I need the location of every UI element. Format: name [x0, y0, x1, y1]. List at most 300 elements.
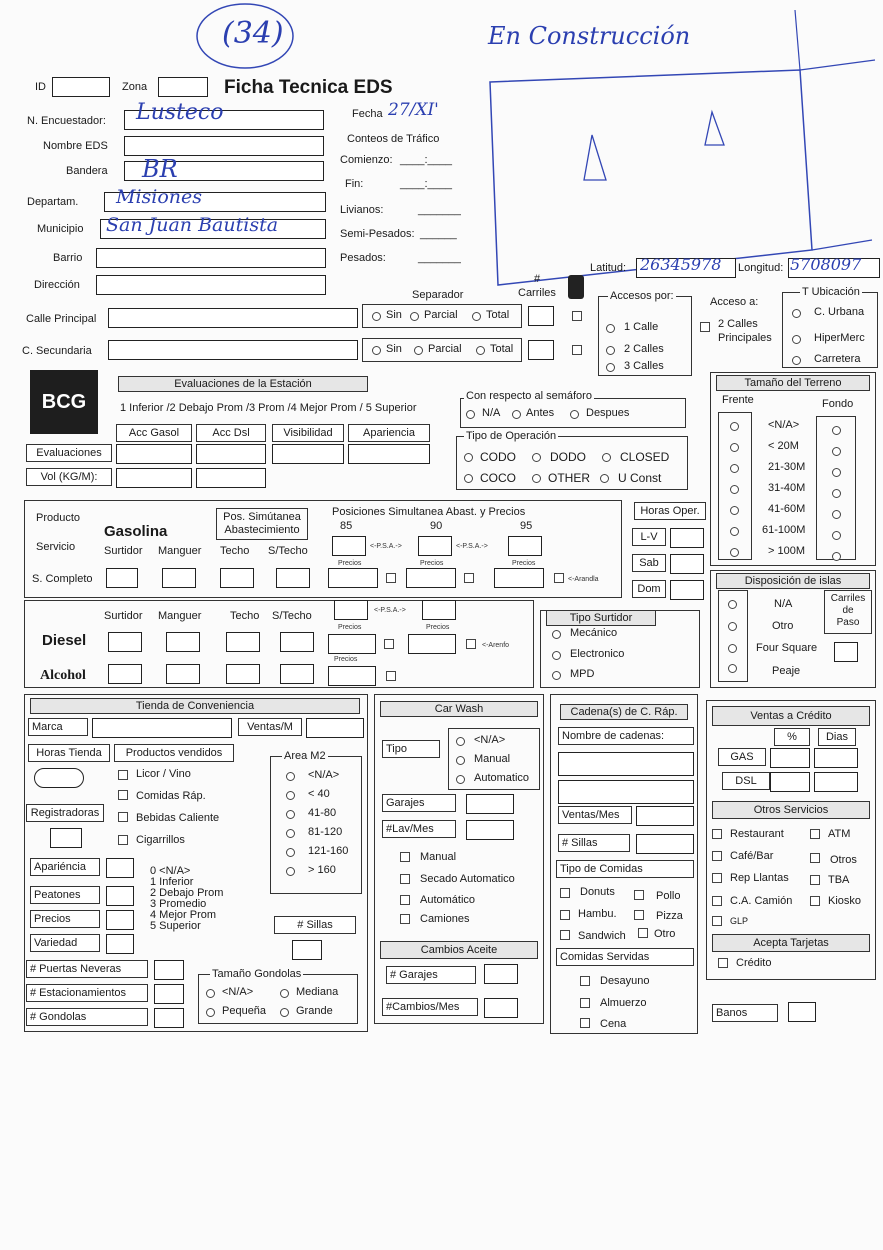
alcohol-label: Alcohol [40, 668, 86, 683]
sep2-sin-label: Sin [386, 343, 402, 355]
sep2-sin-radio[interactable] [372, 346, 381, 355]
cw-auto-check[interactable] [400, 895, 410, 905]
sep2-total-radio[interactable] [476, 346, 485, 355]
islas-four-radio[interactable] [728, 644, 737, 653]
semaforo-despues-label: Despues [586, 407, 630, 419]
carwash-garajes-field[interactable] [466, 794, 514, 814]
carwash-tipo-label: Tipo [382, 740, 440, 758]
terreno-frente-radio[interactable] [730, 443, 739, 452]
licor-label: Licor / Vino [136, 768, 191, 780]
tipo-op-title: Tipo de Operación [466, 430, 557, 442]
surtidor-electronico-label: Electronico [570, 648, 625, 660]
horas-tienda-field[interactable] [34, 768, 84, 788]
cw-camiones-label: Camiones [420, 913, 470, 925]
precios-label: Precios [30, 910, 100, 928]
gas-85-check[interactable] [386, 573, 396, 583]
area-radio[interactable] [286, 829, 295, 838]
sandwich-check[interactable] [560, 930, 570, 940]
kiosko-check[interactable] [810, 896, 820, 906]
dsl-psa-field-2[interactable] [422, 600, 456, 620]
desayuno-check[interactable] [580, 976, 590, 986]
dsl-check-2[interactable] [466, 639, 476, 649]
surtidor-electronico-radio[interactable] [552, 651, 561, 660]
zona-field[interactable] [158, 77, 208, 97]
comidas-check[interactable] [118, 790, 128, 800]
semipesados-blank[interactable]: ______ [420, 228, 457, 240]
tipo-dodo-radio[interactable] [532, 453, 541, 462]
gondolas-size-title: Tamaño Gondolas [212, 968, 302, 980]
accesos-2-label: 2 Calles [624, 343, 664, 355]
handwritten-status: En Construcción [488, 22, 691, 50]
fin-blank[interactable]: ____:____ [400, 178, 452, 190]
islas-peaje-radio[interactable] [728, 664, 737, 673]
cadenas-title: Cadena(s) de C. Ráp. [560, 704, 688, 720]
dsl-precio-field-1[interactable] [328, 634, 376, 654]
carriles-label: Carriles [518, 287, 556, 299]
sep1-sin-label: Sin [386, 309, 402, 321]
cadenas-nombre-field-1[interactable] [558, 752, 694, 776]
cambios-aceite-title: Cambios Aceite [380, 941, 538, 959]
rating-scale-item: 2 Debajo Prom [150, 887, 224, 899]
terreno-frente-radio[interactable] [730, 422, 739, 431]
terreno-frente-radio[interactable] [730, 485, 739, 494]
gondolas-grande-radio[interactable] [280, 1008, 289, 1017]
acceso-principales-label: Principales [718, 332, 772, 344]
area-option-label: < 40 [308, 788, 330, 800]
terreno-fondo-label: Fondo [822, 398, 854, 410]
banos-label: Banos [712, 1004, 778, 1022]
otros-check[interactable] [810, 853, 820, 863]
area-option-label: > 160 [308, 864, 336, 876]
semaforo-na-label: N/A [482, 407, 501, 419]
terreno-option-label: > 100M [768, 545, 805, 557]
c-secundaria-field[interactable] [108, 340, 358, 360]
variedad-field[interactable] [106, 934, 134, 954]
gas-90-field[interactable] [418, 536, 452, 556]
sep2-total-label: Total [490, 343, 514, 355]
credito-gas-dias[interactable] [814, 748, 858, 768]
gas-90-check[interactable] [464, 573, 474, 583]
terreno-option-label: 41-60M [768, 503, 806, 515]
semaforo-despues-radio[interactable] [570, 410, 579, 419]
gas-stecho-label: S/Techo [268, 545, 308, 557]
alc-surtidor-field[interactable] [108, 664, 142, 684]
tipo-closed-radio[interactable] [602, 453, 611, 462]
rating-scale-item: 4 Mejor Prom [150, 909, 217, 921]
islas-de-label: de [842, 605, 854, 616]
credito-dsl-pct[interactable] [770, 772, 810, 792]
puertas-label: # Puertas Neveras [26, 960, 148, 978]
dsl-stecho-field[interactable] [280, 632, 314, 652]
restaurant-label: Restaurant [730, 828, 784, 840]
dsl-manguer-field[interactable] [166, 632, 200, 652]
terreno-frente-radio[interactable] [730, 464, 739, 473]
accesos-1-radio[interactable] [606, 324, 615, 333]
acc-gasol-header: Acc Gasol [116, 424, 192, 442]
gondolas-pequena-radio[interactable] [206, 1008, 215, 1017]
dsl-check-1[interactable] [384, 639, 394, 649]
fin-label: Fin: [345, 178, 364, 190]
acceso-2-calles-label: 2 Calles [718, 318, 758, 330]
area-radio[interactable] [286, 791, 295, 800]
horas-dom-field[interactable] [670, 580, 704, 600]
estacionamientos-field[interactable] [154, 984, 184, 1004]
carriles2-field[interactable] [528, 340, 554, 360]
encuestador-label: N. Encuestador: [27, 115, 106, 127]
islas-na-radio[interactable] [728, 600, 737, 609]
dsl-psa-field-1[interactable] [334, 600, 368, 620]
dsl-precios-2: Precios [426, 624, 450, 631]
producto-label: Producto [36, 512, 81, 524]
gas-95-check[interactable] [554, 573, 564, 583]
gas-precio-95-field[interactable] [494, 568, 544, 588]
sep2-parcial-label: Parcial [428, 343, 462, 355]
departam-label: Departam. [27, 196, 79, 208]
almuerzo-check[interactable] [580, 998, 590, 1008]
dsl-precio-field-2[interactable] [408, 634, 456, 654]
dsl-surtidor-label: Surtidor [104, 610, 143, 622]
carwash-auto-radio[interactable] [456, 775, 465, 784]
fecha-value: 27/XI' [388, 100, 439, 120]
arenfo-label: <-Arenfo [482, 642, 510, 649]
dsl-techo-field[interactable] [226, 632, 260, 652]
area-radio[interactable] [286, 867, 295, 876]
carriles2-check[interactable] [572, 345, 582, 355]
longitud-label: Longitud: [738, 262, 784, 274]
donuts-check[interactable] [560, 888, 570, 898]
tba-label: TBA [828, 874, 850, 886]
gas-95-field[interactable] [508, 536, 542, 556]
tipo-uconst-radio[interactable] [600, 474, 609, 483]
hambu-label: Hambu. [578, 908, 617, 920]
marca-field[interactable] [92, 718, 232, 738]
cigarrillos-check[interactable] [118, 835, 128, 845]
licor-check[interactable] [118, 770, 128, 780]
comienzo-label: Comienzo: [340, 154, 393, 166]
islas-carriles-field[interactable] [834, 642, 858, 662]
area-title: Area M2 [284, 750, 326, 762]
vol-field-1[interactable] [116, 468, 192, 488]
atm-check[interactable] [810, 829, 820, 839]
otros-label: Otros [830, 854, 857, 866]
precios-field[interactable] [106, 910, 134, 930]
credito-check[interactable] [718, 958, 728, 968]
ventas-m-label: Ventas/M [238, 718, 302, 736]
islas-paso-label: Paso [836, 617, 860, 628]
sandwich-label: Sandwich [578, 930, 626, 942]
islas-carriles-label: Carriles [830, 593, 866, 604]
cadenas-nombre-field-2[interactable] [558, 780, 694, 804]
rating-scale-item: 5 Superior [150, 920, 201, 932]
area-option-label: 81-120 [308, 826, 343, 838]
restaurant-check[interactable] [712, 829, 722, 839]
horas-dom-label: Dom [632, 580, 666, 598]
sep1-parcial-radio[interactable] [410, 312, 419, 321]
ubicacion-urbana-label: C. Urbana [814, 306, 865, 318]
carwash-title: Car Wash [380, 701, 538, 717]
islas-title: Disposición de islas [716, 573, 870, 589]
acceso-2-calles-check[interactable] [700, 322, 710, 332]
municipio-value: San Juan Bautista [106, 214, 279, 236]
terreno-option-label: < 20M [768, 440, 799, 452]
terreno-fondo-radio[interactable] [832, 510, 841, 519]
dsl-surtidor-field[interactable] [108, 632, 142, 652]
nombre-eds-field[interactable] [124, 136, 324, 156]
horas-lv-label: L-V [632, 528, 666, 546]
tienda-sillas-label: # Sillas [274, 916, 356, 934]
banos-field[interactable] [788, 1002, 816, 1022]
horas-oper-title: Horas Oper. [634, 502, 706, 520]
bandera-value: BR [142, 155, 178, 183]
sep1-total-radio[interactable] [472, 312, 481, 321]
tienda-sillas-field[interactable] [292, 940, 322, 960]
peatones-field[interactable] [106, 886, 134, 906]
semaforo-title: Con respecto al semáforo [466, 390, 592, 402]
gas-techo-field[interactable] [220, 568, 254, 588]
psa-1: <-P.S.A.-> [370, 543, 402, 550]
tipo-uconst-label: U Const [618, 471, 662, 485]
apariencia-tienda-field[interactable] [106, 858, 134, 878]
tipo-other-label: OTHER [548, 471, 590, 485]
cadenas-sillas-field[interactable] [636, 834, 694, 854]
accesos-3-radio[interactable] [606, 363, 615, 372]
gondolas-na-radio[interactable] [206, 989, 215, 998]
pollo-check[interactable] [634, 890, 644, 900]
cafe-label: Café/Bar [730, 850, 774, 862]
acc-gasol-field[interactable] [116, 444, 192, 464]
cadenas-ventas-field[interactable] [636, 806, 694, 826]
precios-1: Precios [338, 560, 362, 567]
terreno-frente-label: Frente [722, 394, 754, 406]
gondolas-pequena-label: Pequeña [222, 1005, 267, 1017]
visibilidad-field[interactable] [272, 444, 344, 464]
variedad-label: Variedad [30, 934, 100, 952]
registradoras-field[interactable] [50, 828, 82, 848]
vol-field-2[interactable] [196, 468, 266, 488]
pos-sim-box [216, 508, 308, 540]
atm-label: ATM [828, 828, 851, 840]
sep1-sin-radio[interactable] [372, 312, 381, 321]
alc-check[interactable] [386, 671, 396, 681]
barrio-field[interactable] [96, 248, 326, 268]
octane-90: 90 [430, 520, 443, 532]
rating-scale-item: 3 Promedio [150, 898, 207, 910]
alc-stecho-field[interactable] [280, 664, 314, 684]
id-field[interactable] [52, 77, 110, 97]
area-option-label: <N/A> [308, 769, 340, 781]
almuerzo-label: Almuerzo [600, 997, 647, 1009]
kiosko-label: Kiosko [828, 895, 862, 907]
puertas-field[interactable] [154, 960, 184, 980]
comidas-servidas-label: Comidas Servidas [556, 948, 694, 966]
barrio-label: Barrio [53, 252, 83, 264]
tipo-coco-radio[interactable] [464, 474, 473, 483]
apariencia-label: Apariéncia [30, 858, 100, 876]
precios-2: Precios [420, 560, 444, 567]
ventas-m-field[interactable] [306, 718, 364, 738]
handwritten-page-number: (34) [222, 16, 284, 51]
gas-precio-90-field[interactable] [406, 568, 456, 588]
cambios-garajes-label: # Garajes [386, 966, 476, 984]
tba-check[interactable] [810, 875, 820, 885]
tienda-title: Tienda de Conveniencia [30, 698, 360, 714]
carwash-manual-radio[interactable] [456, 756, 465, 765]
terreno-fondo-radio[interactable] [832, 531, 841, 540]
surtidor-mecanico-radio[interactable] [552, 630, 561, 639]
tipo-comidas-label: Tipo de Comidas [556, 860, 694, 878]
semaforo-antes-label: Antes [526, 407, 555, 419]
comienzo-blank[interactable]: ____:____ [400, 154, 452, 166]
credito-dsl-dias[interactable] [814, 772, 858, 792]
otro-check[interactable] [638, 928, 648, 938]
calle-principal-label: Calle Principal [26, 313, 97, 325]
gas-precio-85-field[interactable] [328, 568, 378, 588]
cw-manual-check[interactable] [400, 852, 410, 862]
terreno-frente-radio[interactable] [730, 527, 739, 536]
ubicacion-urbana-radio[interactable] [792, 309, 801, 318]
servicio-label: Servicio [36, 541, 76, 553]
alc-precios: Precios [334, 656, 358, 663]
diesel-label: Diesel [42, 632, 87, 649]
cena-check[interactable] [580, 1018, 590, 1028]
sep2-parcial-radio[interactable] [414, 346, 423, 355]
terreno-title: Tamaño del Terreno [716, 375, 870, 391]
octane-85: 85 [340, 520, 353, 532]
otro-label: Otro [654, 928, 676, 940]
alc-techo-field[interactable] [226, 664, 260, 684]
cw-camiones-check[interactable] [400, 914, 410, 924]
semaforo-antes-radio[interactable] [512, 410, 521, 419]
zona-label: Zona [122, 81, 148, 93]
carriles1-field[interactable] [528, 306, 554, 326]
terreno-frente-radio[interactable] [730, 548, 739, 557]
marca-label: Marca [28, 718, 88, 736]
carwash-lav-field[interactable] [466, 820, 514, 840]
comidas-label: Comidas Ráp. [136, 790, 206, 802]
horas-lv-field[interactable] [670, 528, 704, 548]
gas-85-field[interactable] [332, 536, 366, 556]
area-radio[interactable] [286, 772, 295, 781]
llantas-check[interactable] [712, 873, 722, 883]
tipo-closed-label: CLOSED [620, 450, 670, 464]
carwash-na-radio[interactable] [456, 737, 465, 746]
gondolas-mediana-radio[interactable] [280, 989, 289, 998]
islas-otro-label: Otro [772, 620, 794, 632]
cambios-garajes-field[interactable] [484, 964, 518, 984]
psa-2: <-P.S.A.-> [456, 543, 488, 550]
area-option-label: 41-80 [308, 807, 337, 819]
horas-sab-field[interactable] [670, 554, 704, 574]
tipo-other-radio[interactable] [532, 474, 541, 483]
traffic-light-icon [568, 275, 584, 299]
islas-carriles-box [824, 590, 872, 634]
cafe-check[interactable] [712, 851, 722, 861]
abastecimiento-label: Abastecimiento [224, 524, 300, 536]
acc-dsl-field[interactable] [196, 444, 266, 464]
cigarrillos-label: Cigarrillos [136, 834, 185, 846]
gasolina-label: Gasolina [104, 523, 168, 540]
accesos-1-label: 1 Calle [624, 321, 659, 333]
fecha-label: Fecha [352, 108, 383, 120]
terreno-fondo-radio[interactable] [832, 489, 841, 498]
cw-auto-label: Automático [420, 894, 476, 906]
ubicacion-hipermerc-radio[interactable] [792, 335, 801, 344]
livianos-blank[interactable]: _______ [418, 204, 461, 216]
site-sketch-road [795, 10, 875, 250]
carriles1-check[interactable] [572, 311, 582, 321]
octane-95: 95 [520, 520, 533, 532]
gas-techo-label: Techo [220, 545, 250, 557]
accesos-2-radio[interactable] [606, 346, 615, 355]
bebidas-check[interactable] [118, 812, 128, 822]
livianos-label: Livianos: [340, 204, 384, 216]
separador-label: Separador [412, 289, 464, 301]
bandera-label: Bandera [66, 165, 108, 177]
camion-label: C.A. Camión [730, 895, 793, 907]
peatones-label: Peatones [30, 886, 100, 904]
site-sketch [490, 70, 812, 285]
latitud-label: Latitud: [590, 262, 627, 274]
direccion-field[interactable] [96, 275, 326, 295]
terreno-fondo-radio[interactable] [832, 552, 841, 561]
pesados-blank[interactable]: _______ [418, 252, 461, 264]
pizza-check[interactable] [634, 910, 644, 920]
horas-tienda-label: Horas Tienda [28, 744, 110, 762]
hambu-check[interactable] [560, 910, 570, 920]
terreno-frente-radio[interactable] [730, 506, 739, 515]
alc-manguer-field[interactable] [166, 664, 200, 684]
credito-gas-label: GAS [718, 748, 766, 766]
gondolas-grande-label: Grande [296, 1005, 333, 1017]
surtidor-mpd-radio[interactable] [552, 671, 561, 680]
tipo-codo-radio[interactable] [464, 453, 473, 462]
gas-surtidor-field[interactable] [106, 568, 138, 588]
gas-manguer-field[interactable] [162, 568, 196, 588]
credito-gas-pct[interactable] [770, 748, 810, 768]
evaluaciones-button[interactable]: Evaluaciones [26, 444, 112, 462]
semaforo-na-radio[interactable] [466, 410, 475, 419]
terreno-fondo-radio[interactable] [832, 426, 841, 435]
encuestador-value: Lusteco [136, 100, 224, 125]
gondolas-na-label: <N/A> [222, 986, 254, 998]
apariencia-field[interactable] [348, 444, 430, 464]
area-radio[interactable] [286, 810, 295, 819]
islas-na-label: N/A [774, 598, 793, 610]
municipio-label: Municipio [37, 223, 84, 235]
alc-precio-field[interactable] [328, 666, 376, 686]
gondolas-field[interactable] [154, 1008, 184, 1028]
ubicacion-title: T Ubicación [802, 286, 860, 298]
terreno-fondo-radio[interactable] [832, 468, 841, 477]
area-radio[interactable] [286, 848, 295, 857]
cw-secado-check[interactable] [400, 874, 410, 884]
tipo-dodo-label: DODO [550, 450, 586, 464]
nombre-eds-label: Nombre EDS [43, 140, 108, 152]
camion-check[interactable] [712, 896, 722, 906]
cambios-mes-label: #Cambios/Mes [382, 998, 478, 1016]
gas-stecho-field[interactable] [276, 568, 310, 588]
conteos-label: Conteos de Tráfico [347, 133, 440, 145]
terreno-fondo-radio[interactable] [832, 447, 841, 456]
glp-check[interactable] [712, 916, 722, 926]
ubicacion-carretera-radio[interactable] [792, 356, 801, 365]
calle-principal-field[interactable] [108, 308, 358, 328]
islas-otro-radio[interactable] [728, 622, 737, 631]
gas-manguer-label: Manguer [158, 545, 202, 557]
islas-peaje-label: Peaje [772, 665, 801, 677]
sep1-parcial-label: Parcial [424, 309, 458, 321]
cambios-mes-field[interactable] [484, 998, 518, 1018]
